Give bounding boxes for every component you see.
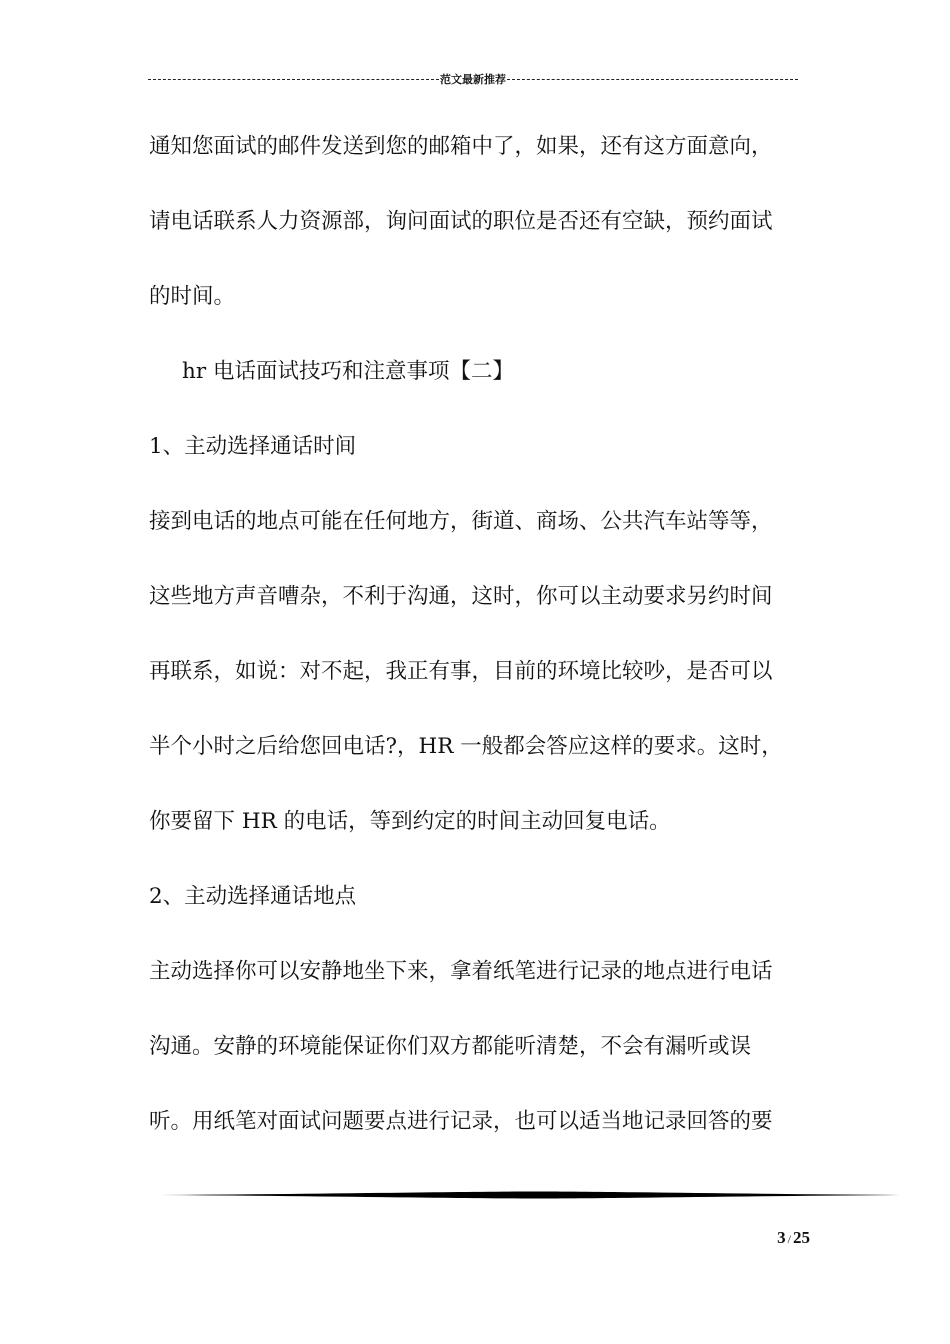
page-separator: / bbox=[787, 1232, 791, 1246]
total-pages: 25 bbox=[793, 1228, 810, 1247]
document-body bbox=[149, 122, 809, 1172]
current-page: 3 bbox=[777, 1228, 786, 1247]
header-dash-right bbox=[507, 79, 798, 80]
paragraph-line: 半个小时之后给您回电话?，HR 一般都会答应这样的要求。这时， bbox=[149, 734, 783, 759]
paragraph-line: 的时间。 bbox=[149, 284, 236, 309]
subsection-heading: 2、主动选择通话地点 bbox=[149, 884, 357, 909]
paragraph-line: 接到电话的地点可能在任何地方，街道、商场、公共汽车站等等， bbox=[149, 509, 773, 534]
header-title: 范文最新推荐 bbox=[440, 74, 506, 86]
paragraph-line: 听。用纸笔对面试问题要点进行记录，也可以适当地记录回答的要 bbox=[149, 1109, 773, 1134]
paragraph-line: 再联系，如说：对不起，我正有事，目前的环境比较吵，是否可以 bbox=[149, 659, 773, 684]
paragraph-line: 主动选择你可以安静地坐下来，拿着纸笔进行记录的地点进行电话 bbox=[149, 959, 773, 984]
page-number bbox=[740, 1228, 810, 1248]
header-dash-left bbox=[148, 79, 439, 80]
paragraph-line: 沟通。安静的环境能保证你们双方都能听清楚，不会有漏听或误 bbox=[149, 1034, 752, 1059]
footer-divider bbox=[160, 1188, 910, 1202]
paragraph-line: 通知您面试的邮件发送到您的邮箱中了，如果，还有这方面意向， bbox=[149, 134, 773, 159]
paragraph-line: 请电话联系人力资源部，询问面试的职位是否还有空缺，预约面试 bbox=[149, 209, 773, 234]
paragraph-line: 这些地方声音嘈杂，不利于沟通，这时，你可以主动要求另约时间 bbox=[149, 584, 773, 609]
page-header bbox=[148, 70, 798, 88]
section-heading: hr 电话面试技巧和注意事项【二】 bbox=[182, 359, 514, 384]
subsection-heading: 1、主动选择通话时间 bbox=[149, 434, 357, 459]
paragraph-line: 你要留下 HR 的电话，等到约定的时间主动回复电话。 bbox=[149, 809, 671, 834]
